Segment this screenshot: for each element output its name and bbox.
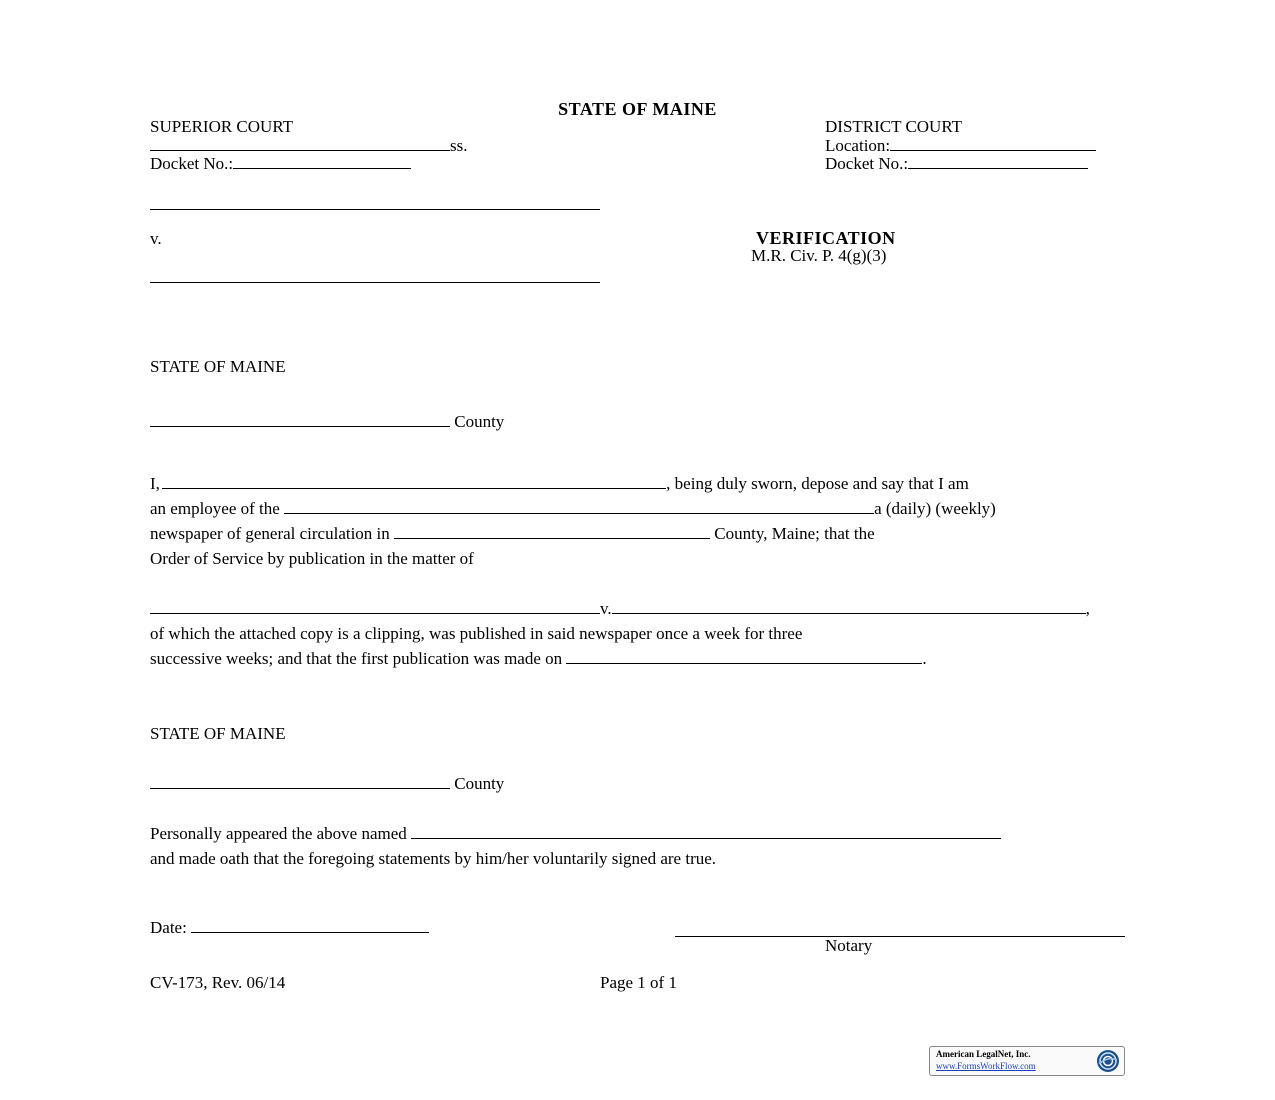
affidavit-line-2: [150, 499, 996, 519]
affidavit-line-4: Order of Service by publication in the matter of: [150, 549, 474, 568]
jurat-county-label: County: [454, 774, 505, 793]
jurat-county-field[interactable]: [150, 774, 450, 789]
venue-county-label: County: [454, 412, 505, 431]
jurat-line-2: and made oath that the foregoing statements by him/her voluntarily signed are true.: [150, 849, 717, 868]
affidavit-line-6: of which the attached copy is a clipping, was published in said newspaper once a week for three: [150, 624, 803, 643]
newspaper-name-field[interactable]: [284, 499, 874, 514]
case-plaintiff-field[interactable]: [150, 599, 600, 614]
venue-state: STATE OF MAINE: [150, 357, 286, 376]
ss-suffix: ss.: [450, 136, 468, 155]
affidavit-line-3: [150, 524, 875, 544]
superior-docket-row: [150, 154, 411, 174]
caption-versus: v.: [150, 229, 162, 248]
venue-county-field[interactable]: [150, 412, 450, 427]
district-docket-row: [825, 154, 1088, 174]
publication-end: .: [922, 649, 927, 668]
page-number: Page 1 of 1: [600, 973, 677, 992]
defendant-line[interactable]: [150, 282, 600, 283]
superior-court-label: SUPERIOR COURT: [150, 117, 294, 136]
plaintiff-line[interactable]: [150, 209, 600, 210]
district-docket-label: Docket No.:: [825, 154, 909, 173]
date-label: Date:: [150, 918, 187, 937]
date-row: [150, 918, 429, 938]
jurat-county-row: [150, 774, 504, 794]
verification-title: VERIFICATION: [756, 228, 896, 248]
frequency-text: a (daily) (weekly): [874, 499, 996, 518]
affiant-name-field[interactable]: [162, 474, 666, 489]
circulation-suffix: County, Maine; that the: [714, 524, 875, 543]
date-field[interactable]: [191, 918, 429, 933]
affiant-prefix: I,: [150, 474, 160, 493]
case-name-row: [150, 599, 1090, 619]
appeared-prefix: Personally appeared the above named: [150, 824, 407, 843]
form-id: CV-173, Rev. 06/14: [150, 973, 286, 992]
notary-label: Notary: [825, 936, 873, 955]
location-field[interactable]: [890, 136, 1096, 151]
rule-citation: M.R. Civ. P. 4(g)(3): [751, 246, 887, 265]
publication-prefix: successive weeks; and that the first publication was made on: [150, 649, 563, 668]
case-defendant-field[interactable]: [612, 599, 1086, 614]
county-ss-field[interactable]: [150, 136, 450, 151]
venue-county-row: [150, 412, 504, 432]
location-row: [825, 136, 1096, 156]
jurat-venue-state: STATE OF MAINE: [150, 724, 286, 743]
case-versus: v.: [600, 599, 612, 618]
district-docket-field[interactable]: [908, 154, 1088, 169]
affidavit-line-1: [150, 474, 969, 494]
publisher-badge[interactable]: [929, 1046, 1125, 1076]
circulation-county-field[interactable]: [394, 524, 710, 539]
appeared-name-field[interactable]: [411, 824, 1001, 839]
affiant-suffix: , being duly sworn, depose and say that I am: [666, 474, 969, 493]
superior-docket-field[interactable]: [233, 154, 411, 169]
jurat-line-1: [150, 824, 1001, 844]
employee-prefix: an employee of the: [150, 499, 280, 518]
district-court-label: DISTRICT COURT: [825, 117, 963, 136]
superior-docket-label: Docket No.:: [150, 154, 234, 173]
publisher-name: American LegalNet, Inc.: [936, 1049, 1031, 1059]
circulation-prefix: newspaper of general circulation in: [150, 524, 390, 543]
globe-logo-icon: [1096, 1049, 1120, 1073]
location-label: Location:: [825, 136, 891, 155]
case-end: ,: [1085, 599, 1090, 618]
first-publication-date-field[interactable]: [566, 649, 922, 664]
publisher-url[interactable]: www.FormsWorkFlow.com: [936, 1061, 1036, 1071]
county-ss-row: [150, 136, 467, 156]
form-state-title: STATE OF MAINE: [558, 99, 717, 119]
affidavit-line-7: [150, 649, 927, 669]
notary-signature-line[interactable]: [675, 936, 1125, 937]
